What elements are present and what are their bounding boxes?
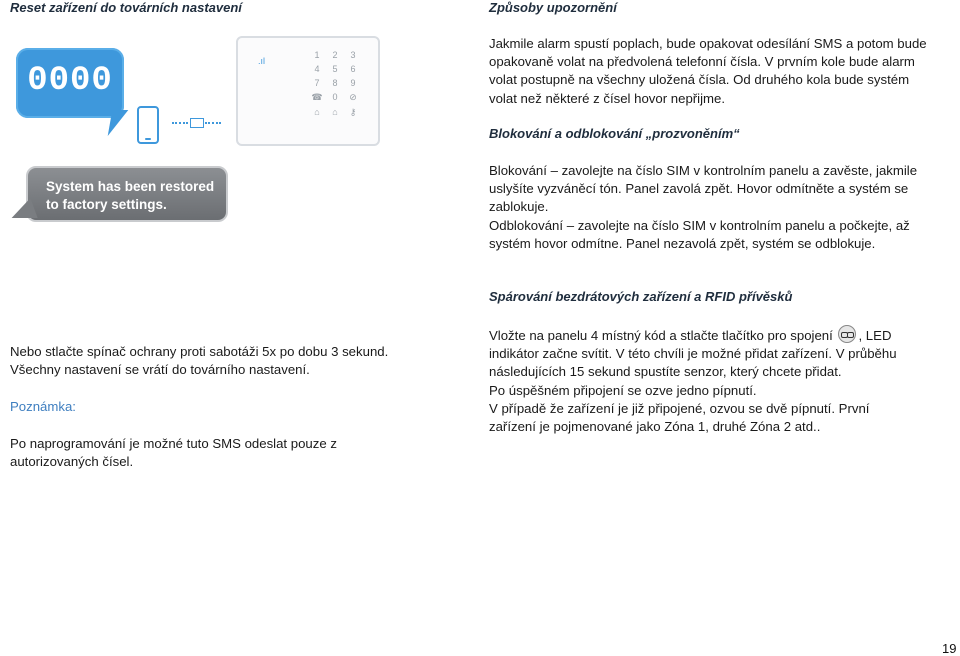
text-line	[489, 325, 897, 345]
block-heading: Blokování a odblokování „prozvoněním“	[489, 126, 740, 141]
keypad-key: 1	[314, 50, 320, 60]
restore-bubble	[26, 166, 228, 222]
block-text	[489, 162, 917, 253]
keypad-key: 3	[350, 50, 356, 60]
keypad-key: 9	[350, 78, 356, 88]
text-line: volat než některé z čísel hovor nepřijme.	[489, 90, 726, 106]
pair-text	[489, 325, 897, 436]
restore-message-line2: to factory settings.	[46, 197, 167, 212]
text-line: Jakmile alarm spustí poplach, bude opakovat odesílání SMS a potom bude	[489, 36, 927, 51]
phone-icon	[137, 106, 159, 144]
keypad	[308, 50, 362, 118]
text-line: systém hovor odmítne. Panel nezavolá zpět, systém se odblokuje.	[489, 235, 876, 251]
keypad-key: ⌂	[332, 107, 338, 117]
pair-line1-end: , LED	[858, 328, 892, 343]
alarm-panel-image	[236, 36, 380, 146]
keypad-key: 4	[314, 64, 320, 74]
keypad-key: ⚷	[349, 107, 357, 117]
keypad-key: ☎	[311, 92, 323, 102]
text-line: následujících 15 sekund spustíte senzor, který chcete přidat.	[489, 364, 842, 380]
pairing-button-icon	[838, 325, 856, 343]
notify-text	[489, 35, 927, 108]
text-line: Po naprogramování je možné tuto SMS odeslat pouze z	[10, 436, 337, 451]
text-line: zařízení je pojmenované jako Zóna 1, druhé Zóna 2 atd..	[489, 419, 821, 435]
code-bubble	[16, 48, 124, 118]
text-line: uslyšíte vyzváněcí tón. Panel zavolá zpět. Hovor odmítněte a systém se	[489, 181, 909, 197]
page-number: 19	[942, 641, 957, 656]
keypad-key: ⊘	[349, 92, 357, 102]
keypad-key: ⌂	[314, 107, 320, 117]
note-label: Poznámka:	[10, 399, 76, 414]
text-line: opakovaně volat na předvolená telefonní čísla. V prvním kole bude alarm	[489, 54, 915, 70]
keypad-key: 7	[314, 78, 320, 88]
keypad-key: 5	[332, 64, 338, 74]
pair-line1-start: Vložte na panelu 4 místný kód a stlačte tlačítko pro spojení	[489, 328, 833, 343]
text-line: autorizovaných čísel.	[10, 454, 134, 470]
sms-code: 0000	[27, 62, 113, 100]
keypad-key: 6	[350, 64, 356, 74]
envelope-icon	[190, 118, 204, 128]
restore-message-line1: System has been restored	[46, 179, 215, 194]
keypad-key: 0	[332, 92, 338, 102]
reset-heading: Reset zařízení do továrních nastavení	[10, 0, 242, 15]
text-line: Blokování – zavolejte na číslo SIM v kontrolním panelu a zavěste, jakmile	[489, 163, 918, 178]
text-line: indikátor začne svítit. V této chvíli je možné přidat zařízení. V průběhu	[489, 346, 897, 362]
text-line: Po úspěšném připojení se ozve jedno pípnutí.	[489, 382, 757, 398]
text-line: Odblokování – zavolejte na číslo SIM v kontrolním panelu a počkejte, až	[489, 217, 910, 233]
text-line: Všechny nastavení se vrátí do továrního nastavení.	[10, 362, 310, 378]
keypad-key: 8	[332, 78, 338, 88]
tamper-instructions	[10, 343, 388, 379]
notify-heading: Způsoby upozornění	[489, 0, 617, 15]
text-line: zablokuje.	[489, 199, 549, 215]
dotted-line	[205, 122, 221, 124]
text-line: volat postupně na všechny uložená čísla. Od druhého kola bude systém	[489, 72, 910, 88]
note-text	[10, 435, 337, 471]
text-line: V případě že zařízení je již připojené, ozvou se dvě pípnutí. První	[489, 400, 870, 416]
keypad-key: 2	[332, 50, 338, 60]
signal-icon: .ıl	[258, 56, 266, 66]
text-line: Nebo stlačte spínač ochrany proti sabotáži 5x po dobu 3 sekund.	[10, 344, 389, 359]
dotted-line	[172, 122, 188, 124]
pair-heading: Spárování bezdrátových zařízení a RFID přívěsků	[489, 289, 793, 304]
